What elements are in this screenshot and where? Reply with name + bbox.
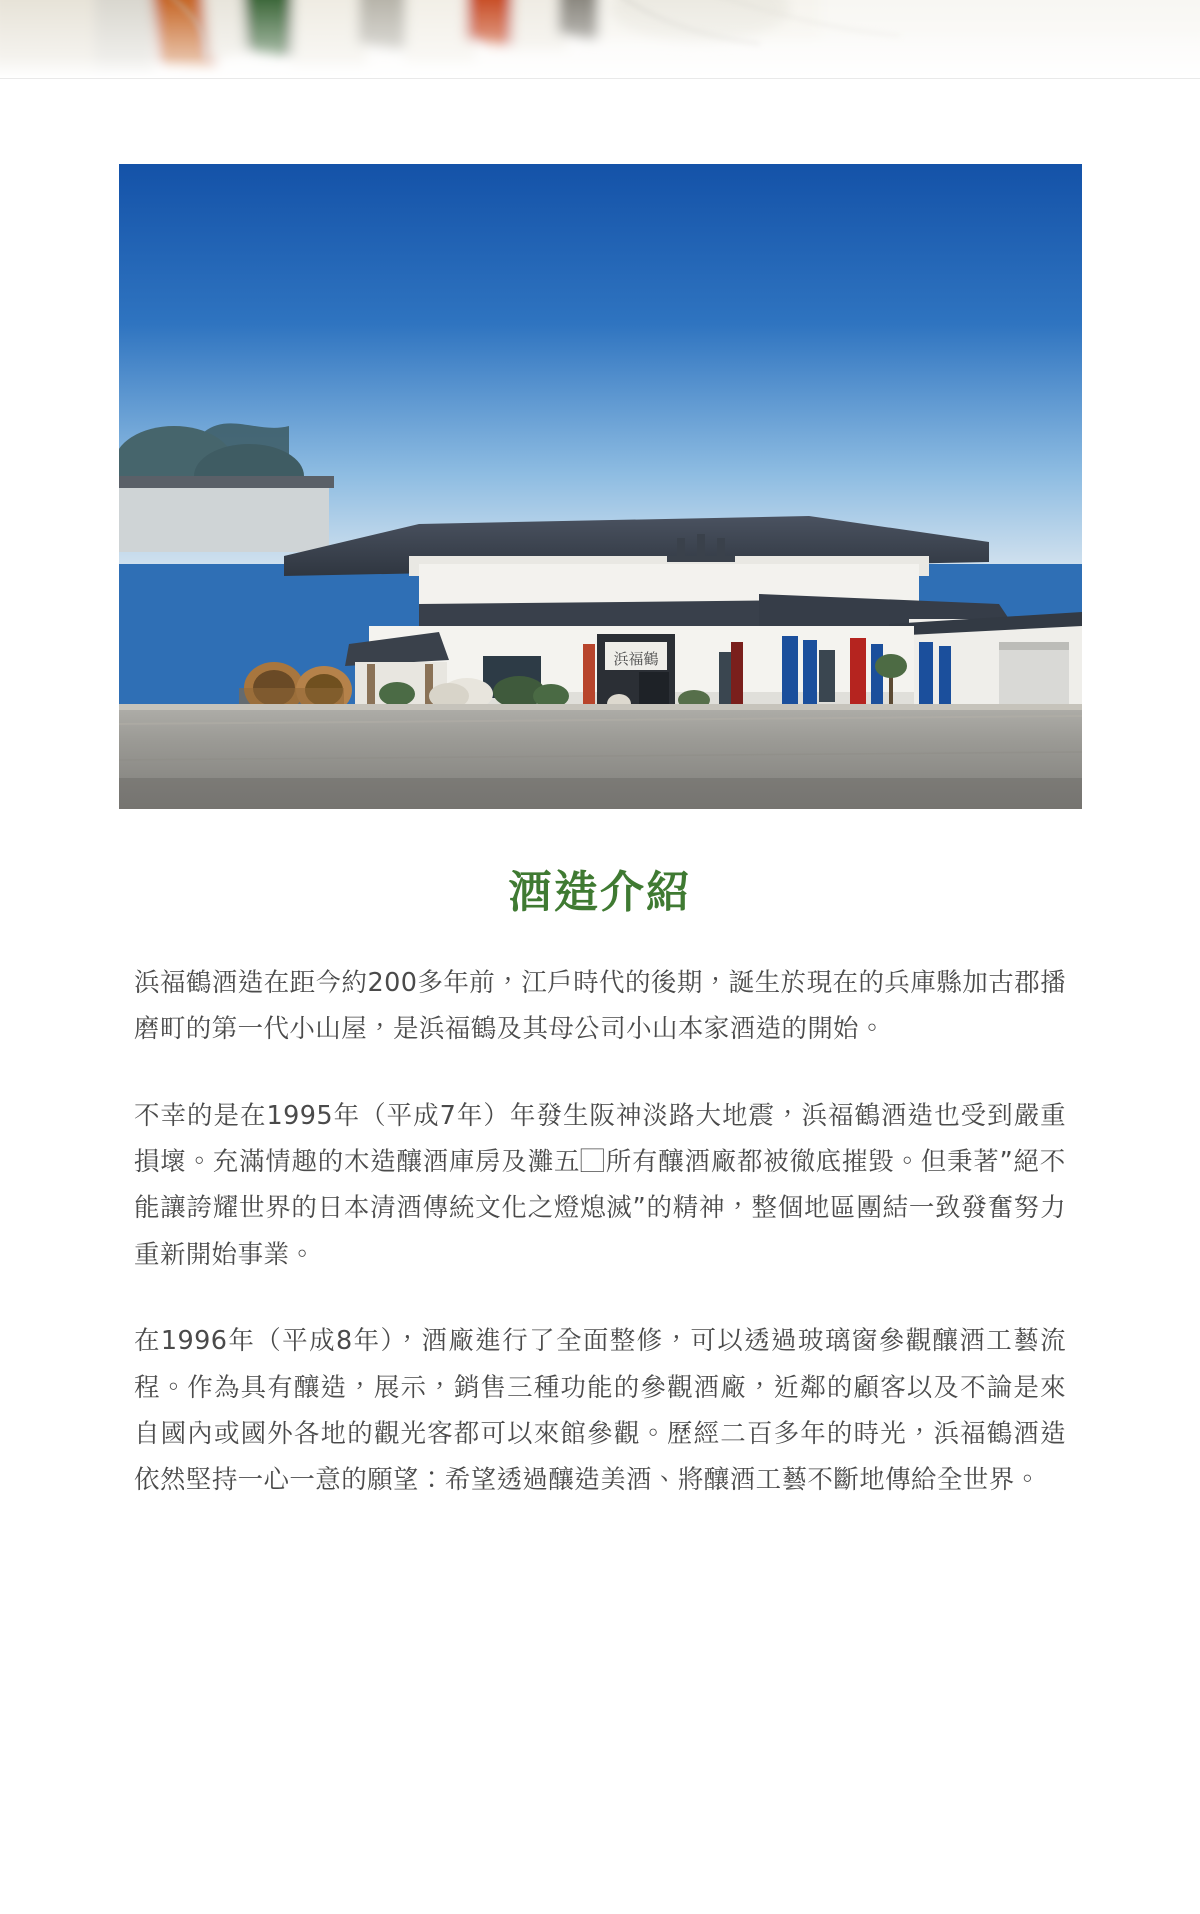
paragraph-3: 在1996年（平成8年），酒廠進行了全面整修，可以透過玻璃窗參觀釀酒工藝流程。作為具有釀造，展示，銷售三種功能的參觀酒廠，近鄰的顧客以及不論是來自國內或國外各地的觀光客都可以來館參觀。歷經二百多年的時光，浜福鶴酒造依然堅持一心一意的願望：希望透過釀造美酒、將釀酒工藝不斷地傳給全世界。: [134, 1326, 1066, 1496]
decorative-banner-strip: [0, 0, 1200, 78]
brewery-exterior-photo: [119, 164, 1082, 809]
paragraph-2: 不幸的是在1995年（平成7年）年發生阪神淡路大地震，浜福鶴酒造也受到嚴重損壞。充滿情趣的木造釀酒庫房及灘五⃞所有釀酒廠都被徹底摧毀。但秉著”絕不能讓誇耀世界的日本清酒傳統文化之燈熄滅”的精神，整個地區團結一致發奮努力重新開始事業。: [134, 1100, 1066, 1270]
article-page: [0, 79, 1200, 1564]
hero-image-container: [119, 164, 1082, 809]
bottom-spacer: [0, 1504, 1200, 1564]
paragraph-1: 浜福鶴酒造在距今約200多年前，江戶時代的後期，誕生於現在的兵庫縣加古郡播磨町的第一代小山屋，是浜福鶴及其母公司小山本家酒造的開始。: [134, 967, 1066, 1045]
svg-text:浜福鶴: 浜福鶴: [612, 650, 659, 668]
article-body: [128, 960, 1072, 1504]
brewery-photo-graphic: [119, 164, 1082, 809]
page-title: 酒造介紹: [508, 867, 692, 918]
banner-strip-graphic: [0, 0, 1200, 78]
